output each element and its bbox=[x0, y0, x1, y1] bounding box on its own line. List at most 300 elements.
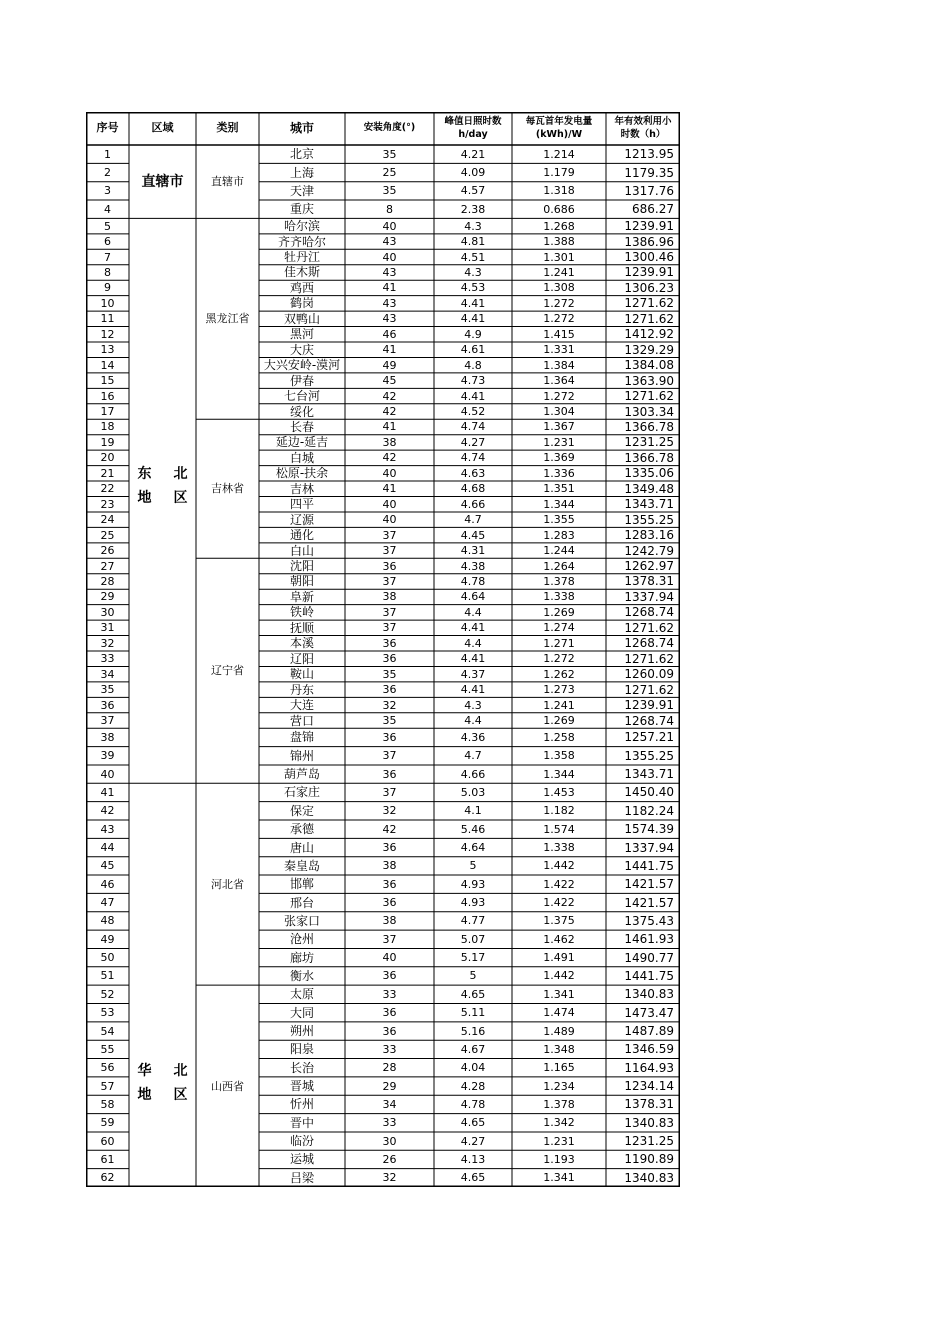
cell-peak: 4.41 bbox=[460, 683, 486, 697]
cell-peak: 5.07 bbox=[460, 932, 486, 946]
cell-city: 承德 bbox=[289, 822, 314, 837]
cell-eff: 1386.96 bbox=[624, 234, 674, 249]
cell-eff: 1574.39 bbox=[624, 822, 674, 837]
cell-eff: 686.27 bbox=[632, 202, 674, 217]
cell-city: 延边-延吉 bbox=[275, 435, 329, 450]
cell-gen: 1.342 bbox=[543, 1116, 575, 1130]
cell-eff: 1260.09 bbox=[624, 667, 674, 682]
cell-peak: 4.64 bbox=[460, 590, 486, 604]
cell-angle: 32 bbox=[382, 1171, 397, 1185]
cell-eff: 1239.91 bbox=[624, 219, 674, 234]
cell-gen: 1.241 bbox=[543, 698, 575, 712]
cell-city: 晋城 bbox=[289, 1079, 314, 1094]
cell-seq: 6 bbox=[104, 235, 111, 249]
cell-seq: 49 bbox=[100, 932, 115, 946]
cell-eff: 1343.71 bbox=[624, 767, 674, 782]
cell-eff: 1441.75 bbox=[624, 858, 674, 873]
cell-peak: 4.41 bbox=[460, 296, 486, 310]
cell-gen: 1.344 bbox=[543, 767, 575, 781]
cell-gen: 1.214 bbox=[543, 147, 575, 161]
cell-seq: 60 bbox=[100, 1134, 115, 1148]
cell-seq: 17 bbox=[100, 405, 115, 419]
cell-city: 北京 bbox=[289, 147, 314, 162]
cell-seq: 55 bbox=[100, 1042, 115, 1056]
cell-eff: 1234.14 bbox=[624, 1079, 674, 1094]
region-cell bbox=[129, 783, 196, 1187]
cell-city: 丹东 bbox=[289, 682, 314, 697]
cell-city: 阳泉 bbox=[289, 1042, 314, 1057]
cell-seq: 40 bbox=[100, 767, 115, 781]
cell-city: 朔州 bbox=[289, 1024, 314, 1039]
category-cell: 黑龙江省 bbox=[205, 312, 250, 326]
cell-gen: 1.415 bbox=[543, 327, 575, 341]
cell-eff: 1239.91 bbox=[624, 265, 674, 280]
region-label-char: 地 bbox=[137, 489, 152, 506]
cell-angle: 38 bbox=[382, 914, 397, 928]
cell-peak: 4.45 bbox=[460, 528, 486, 542]
cell-seq: 39 bbox=[100, 749, 115, 763]
cell-eff: 1268.74 bbox=[624, 636, 674, 651]
cell-eff: 1268.74 bbox=[624, 605, 674, 620]
cell-gen: 1.262 bbox=[543, 667, 575, 681]
cell-seq: 46 bbox=[100, 877, 115, 891]
cell-gen: 1.165 bbox=[543, 1061, 575, 1075]
cell-gen: 1.358 bbox=[543, 749, 575, 763]
header-region: 区域 bbox=[151, 121, 174, 135]
cell-city: 大同 bbox=[289, 1005, 314, 1020]
cell-gen: 1.442 bbox=[543, 859, 575, 873]
region-label-char: 地 bbox=[137, 1087, 152, 1104]
cell-city: 邯郸 bbox=[289, 877, 314, 892]
header-angle: 安装角度(°) bbox=[363, 122, 416, 134]
cell-peak: 4.9 bbox=[464, 327, 482, 341]
cell-angle: 43 bbox=[382, 296, 397, 310]
cell-eff: 1271.62 bbox=[624, 389, 674, 404]
cell-angle: 40 bbox=[382, 466, 397, 480]
cell-city: 朝阳 bbox=[289, 574, 314, 589]
cell-city: 绥化 bbox=[289, 404, 314, 419]
cell-seq: 43 bbox=[100, 822, 115, 836]
cell-city: 辽源 bbox=[289, 512, 314, 527]
cell-peak: 4.74 bbox=[460, 420, 486, 434]
pv-data-table bbox=[86, 112, 680, 1187]
header-city: 城市 bbox=[289, 121, 314, 136]
cell-seq: 44 bbox=[100, 841, 115, 855]
cell-eff: 1378.31 bbox=[624, 1097, 674, 1112]
cell-city: 吕梁 bbox=[289, 1170, 314, 1185]
cell-peak: 4.09 bbox=[460, 166, 486, 180]
cell-gen: 1.331 bbox=[543, 343, 575, 357]
cell-city: 张家口 bbox=[283, 913, 320, 928]
cell-angle: 37 bbox=[382, 605, 397, 619]
cell-eff: 1164.93 bbox=[624, 1060, 674, 1075]
cell-peak: 4.21 bbox=[460, 147, 486, 161]
cell-angle: 32 bbox=[382, 804, 397, 818]
cell-angle: 36 bbox=[382, 841, 397, 855]
cell-angle: 28 bbox=[382, 1061, 397, 1075]
cell-peak: 4.81 bbox=[460, 235, 486, 249]
cell-seq: 18 bbox=[100, 420, 115, 434]
region-label-char: 北 bbox=[173, 465, 188, 482]
header-peak-hours-line2: h/day bbox=[458, 128, 488, 140]
cell-eff: 1231.25 bbox=[624, 435, 674, 450]
cell-gen: 1.341 bbox=[543, 987, 575, 1001]
cell-angle: 37 bbox=[382, 749, 397, 763]
cell-city: 白城 bbox=[289, 450, 314, 465]
cell-peak: 4.67 bbox=[460, 1042, 486, 1056]
cell-peak: 4.66 bbox=[460, 497, 486, 511]
cell-city: 抚顺 bbox=[289, 620, 314, 635]
region-label-char: 区 bbox=[173, 489, 188, 506]
cell-seq: 9 bbox=[104, 281, 111, 295]
cell-angle: 37 bbox=[382, 574, 397, 588]
cell-peak: 5.11 bbox=[460, 1006, 486, 1020]
cell-gen: 1.244 bbox=[543, 544, 575, 558]
cell-seq: 37 bbox=[100, 714, 115, 728]
cell-angle: 25 bbox=[382, 166, 397, 180]
cell-peak: 4.3 bbox=[464, 219, 482, 233]
cell-gen: 1.364 bbox=[543, 374, 575, 388]
cell-peak: 4.28 bbox=[460, 1079, 486, 1093]
cell-peak: 4.41 bbox=[460, 312, 486, 326]
cell-city: 葫芦岛 bbox=[283, 767, 320, 782]
cell-angle: 42 bbox=[382, 451, 397, 465]
cell-angle: 49 bbox=[382, 358, 397, 372]
cell-eff: 1268.74 bbox=[624, 713, 674, 728]
region-cell bbox=[129, 145, 196, 218]
cell-seq: 2 bbox=[104, 166, 111, 180]
cell-peak: 4.52 bbox=[460, 405, 486, 419]
cell-gen: 1.318 bbox=[543, 184, 575, 198]
cell-seq: 54 bbox=[100, 1024, 115, 1038]
cell-seq: 57 bbox=[100, 1079, 115, 1093]
cell-eff: 1378.31 bbox=[624, 574, 674, 589]
cell-seq: 19 bbox=[100, 435, 115, 449]
cell-angle: 40 bbox=[382, 497, 397, 511]
cell-eff: 1384.08 bbox=[624, 358, 674, 373]
header-effective-hours-line2: 时数（h） bbox=[620, 128, 666, 140]
cell-gen: 1.241 bbox=[543, 265, 575, 279]
cell-angle: 35 bbox=[382, 667, 397, 681]
cell-city: 长治 bbox=[289, 1060, 314, 1075]
cell-eff: 1271.62 bbox=[624, 620, 674, 635]
cell-angle: 37 bbox=[382, 785, 397, 799]
region-label: 直辖市 bbox=[141, 173, 184, 190]
cell-city: 上海 bbox=[289, 165, 314, 180]
cell-angle: 36 bbox=[382, 896, 397, 910]
cell-seq: 35 bbox=[100, 683, 115, 697]
cell-eff: 1421.57 bbox=[624, 895, 674, 910]
cell-angle: 36 bbox=[382, 559, 397, 573]
cell-seq: 29 bbox=[100, 590, 115, 604]
category-cell: 辽宁省 bbox=[211, 664, 244, 678]
cell-city: 本溪 bbox=[289, 636, 314, 651]
cell-gen: 1.375 bbox=[543, 914, 575, 928]
cell-gen: 1.234 bbox=[543, 1079, 575, 1093]
category-cell: 山西省 bbox=[211, 1079, 244, 1093]
cell-city: 唐山 bbox=[289, 840, 314, 855]
cell-city: 沈阳 bbox=[289, 559, 314, 574]
cell-eff: 1239.91 bbox=[624, 698, 674, 713]
cell-city: 松原-扶余 bbox=[275, 466, 329, 481]
cell-peak: 4.64 bbox=[460, 841, 486, 855]
cell-gen: 1.273 bbox=[543, 683, 575, 697]
cell-angle: 33 bbox=[382, 1042, 397, 1056]
cell-eff: 1271.62 bbox=[624, 682, 674, 697]
cell-peak: 5.16 bbox=[460, 1024, 486, 1038]
cell-gen: 1.283 bbox=[543, 528, 575, 542]
cell-eff: 1271.62 bbox=[624, 296, 674, 311]
cell-peak: 4.78 bbox=[460, 574, 486, 588]
cell-peak: 4.4 bbox=[464, 605, 482, 619]
cell-seq: 31 bbox=[100, 621, 115, 635]
cell-angle: 36 bbox=[382, 652, 397, 666]
cell-gen: 1.348 bbox=[543, 1042, 575, 1056]
cell-seq: 62 bbox=[100, 1171, 115, 1185]
cell-peak: 4.13 bbox=[460, 1152, 486, 1166]
cell-gen: 1.231 bbox=[543, 1134, 575, 1148]
cell-eff: 1349.48 bbox=[624, 481, 674, 496]
cell-city: 邢台 bbox=[289, 895, 314, 910]
cell-seq: 41 bbox=[100, 785, 115, 799]
cell-angle: 42 bbox=[382, 405, 397, 419]
cell-eff: 1355.25 bbox=[624, 512, 674, 527]
category-cell: 河北省 bbox=[211, 877, 244, 891]
cell-seq: 53 bbox=[100, 1006, 115, 1020]
cell-eff: 1412.92 bbox=[624, 327, 674, 342]
cell-city: 鞍山 bbox=[289, 667, 314, 682]
cell-eff: 1340.83 bbox=[624, 987, 674, 1002]
cell-peak: 4.36 bbox=[460, 730, 486, 744]
cell-seq: 24 bbox=[100, 513, 115, 527]
cell-eff: 1450.40 bbox=[624, 785, 674, 800]
header-seq: 序号 bbox=[96, 121, 119, 135]
cell-seq: 12 bbox=[100, 327, 115, 341]
cell-city: 七台河 bbox=[283, 389, 320, 404]
header-effective-hours-line1: 年有效利用小 bbox=[614, 115, 672, 127]
cell-gen: 1.179 bbox=[543, 166, 575, 180]
cell-city: 鹤岗 bbox=[289, 296, 314, 311]
cell-seq: 36 bbox=[100, 698, 115, 712]
cell-seq: 8 bbox=[104, 265, 111, 279]
cell-city: 大兴安岭-漠河 bbox=[263, 358, 341, 373]
cell-angle: 37 bbox=[382, 932, 397, 946]
cell-peak: 5.03 bbox=[460, 785, 486, 799]
region-cell bbox=[129, 218, 196, 783]
cell-peak: 4.68 bbox=[460, 482, 486, 496]
cell-city: 石家庄 bbox=[283, 785, 320, 800]
cell-angle: 37 bbox=[382, 544, 397, 558]
cell-peak: 4.51 bbox=[460, 250, 486, 264]
cell-eff: 1335.06 bbox=[624, 466, 674, 481]
cell-city: 天津 bbox=[289, 183, 314, 198]
cell-city: 大庆 bbox=[289, 342, 314, 357]
cell-angle: 36 bbox=[382, 1024, 397, 1038]
cell-peak: 4.41 bbox=[460, 389, 486, 403]
region-label-char: 区 bbox=[173, 1087, 188, 1104]
cell-eff: 1306.23 bbox=[624, 280, 674, 295]
cell-city: 伊春 bbox=[289, 373, 314, 388]
cell-seq: 42 bbox=[100, 804, 115, 818]
cell-angle: 36 bbox=[382, 877, 397, 891]
cell-angle: 35 bbox=[382, 714, 397, 728]
cell-seq: 34 bbox=[100, 667, 115, 681]
cell-gen: 1.182 bbox=[543, 804, 575, 818]
cell-gen: 1.341 bbox=[543, 1171, 575, 1185]
cell-peak: 4.63 bbox=[460, 466, 486, 480]
cell-seq: 61 bbox=[100, 1152, 115, 1166]
cell-seq: 25 bbox=[100, 528, 115, 542]
header-generation bbox=[512, 112, 606, 145]
cell-eff: 1317.76 bbox=[624, 183, 674, 198]
cell-eff: 1303.34 bbox=[624, 404, 674, 419]
cell-gen: 1.269 bbox=[543, 714, 575, 728]
cell-city: 鸡西 bbox=[289, 280, 314, 295]
cell-seq: 4 bbox=[104, 202, 111, 216]
cell-gen: 1.574 bbox=[543, 822, 575, 836]
cell-angle: 38 bbox=[382, 435, 397, 449]
cell-gen: 1.388 bbox=[543, 235, 575, 249]
cell-gen: 1.491 bbox=[543, 951, 575, 965]
cell-eff: 1257.21 bbox=[624, 730, 674, 745]
cell-eff: 1366.78 bbox=[624, 419, 674, 434]
cell-gen: 1.355 bbox=[543, 513, 575, 527]
cell-peak: 4.74 bbox=[460, 451, 486, 465]
cell-angle: 29 bbox=[382, 1079, 397, 1093]
cell-eff: 1461.93 bbox=[624, 932, 674, 947]
cell-angle: 43 bbox=[382, 312, 397, 326]
cell-city: 吉林 bbox=[289, 481, 314, 496]
cell-peak: 4.65 bbox=[460, 1171, 486, 1185]
cell-gen: 1.258 bbox=[543, 730, 575, 744]
region-label bbox=[138, 467, 188, 505]
cell-seq: 33 bbox=[100, 652, 115, 666]
header-category: 类别 bbox=[216, 121, 239, 135]
cell-peak: 4.73 bbox=[460, 374, 486, 388]
cell-gen: 1.308 bbox=[543, 281, 575, 295]
cell-eff: 1363.90 bbox=[624, 373, 674, 388]
cell-gen: 1.272 bbox=[543, 652, 575, 666]
cell-angle: 35 bbox=[382, 184, 397, 198]
cell-eff: 1490.77 bbox=[624, 950, 674, 965]
cell-peak: 4.53 bbox=[460, 281, 486, 295]
cell-seq: 20 bbox=[100, 451, 115, 465]
cell-gen: 1.338 bbox=[543, 590, 575, 604]
cell-peak: 4.7 bbox=[464, 749, 482, 763]
cell-city: 双鸭山 bbox=[283, 311, 320, 326]
cell-peak: 4.38 bbox=[460, 559, 486, 573]
cell-eff: 1343.71 bbox=[624, 497, 674, 512]
cell-angle: 34 bbox=[382, 1097, 397, 1111]
cell-gen: 1.338 bbox=[543, 841, 575, 855]
cell-gen: 1.274 bbox=[543, 621, 575, 635]
cell-angle: 37 bbox=[382, 621, 397, 635]
cell-eff: 1271.62 bbox=[624, 311, 674, 326]
cell-peak: 4.66 bbox=[460, 767, 486, 781]
region-label bbox=[138, 1064, 188, 1102]
cell-peak: 5.17 bbox=[460, 951, 486, 965]
cell-gen: 0.686 bbox=[543, 202, 575, 216]
cell-eff: 1179.35 bbox=[624, 165, 674, 180]
region-label-char: 北 bbox=[173, 1063, 188, 1080]
cell-eff: 1355.25 bbox=[624, 748, 674, 763]
cell-eff: 1283.16 bbox=[624, 528, 674, 543]
cell-angle: 38 bbox=[382, 859, 397, 873]
cell-seq: 11 bbox=[100, 312, 115, 326]
cell-peak: 4.1 bbox=[464, 804, 482, 818]
cell-gen: 1.422 bbox=[543, 877, 575, 891]
cell-peak: 5 bbox=[469, 859, 477, 873]
cell-seq: 1 bbox=[104, 147, 111, 161]
cell-angle: 40 bbox=[382, 951, 397, 965]
cell-city: 佳木斯 bbox=[283, 265, 320, 280]
header-peak-hours bbox=[434, 112, 512, 145]
cell-city: 白山 bbox=[289, 543, 314, 558]
cell-angle: 43 bbox=[382, 265, 397, 279]
cell-angle: 36 bbox=[382, 767, 397, 781]
cell-eff: 1487.89 bbox=[624, 1024, 674, 1039]
cell-gen: 1.272 bbox=[543, 389, 575, 403]
cell-seq: 21 bbox=[100, 466, 115, 480]
cell-angle: 36 bbox=[382, 636, 397, 650]
cell-eff: 1262.97 bbox=[624, 559, 674, 574]
cell-gen: 1.268 bbox=[543, 219, 575, 233]
cell-angle: 32 bbox=[382, 698, 397, 712]
cell-peak: 4.4 bbox=[464, 714, 482, 728]
cell-city: 铁岭 bbox=[289, 605, 314, 620]
cell-city: 廊坊 bbox=[289, 950, 314, 965]
cell-city: 重庆 bbox=[289, 202, 314, 217]
cell-city: 齐齐哈尔 bbox=[277, 234, 326, 249]
cell-seq: 7 bbox=[104, 250, 111, 264]
cell-eff: 1182.24 bbox=[624, 803, 674, 818]
cell-city: 阜新 bbox=[289, 589, 314, 604]
cell-peak: 4.8 bbox=[464, 358, 482, 372]
cell-eff: 1190.89 bbox=[624, 1152, 674, 1167]
cell-gen: 1.272 bbox=[543, 296, 575, 310]
cell-city: 牡丹江 bbox=[283, 250, 320, 265]
cell-gen: 1.367 bbox=[543, 420, 575, 434]
cell-gen: 1.351 bbox=[543, 482, 575, 496]
cell-eff: 1337.94 bbox=[624, 840, 674, 855]
cell-gen: 1.231 bbox=[543, 435, 575, 449]
cell-gen: 1.378 bbox=[543, 1097, 575, 1111]
cell-city: 长春 bbox=[289, 419, 314, 434]
cell-city: 忻州 bbox=[289, 1097, 314, 1112]
cell-seq: 23 bbox=[100, 497, 115, 511]
cell-city: 营口 bbox=[289, 713, 314, 728]
cell-gen: 1.271 bbox=[543, 636, 575, 650]
cell-angle: 38 bbox=[382, 590, 397, 604]
cell-city: 临汾 bbox=[289, 1134, 314, 1149]
category-cell: 吉林省 bbox=[211, 482, 244, 496]
cell-angle: 26 bbox=[382, 1152, 397, 1166]
cell-seq: 14 bbox=[100, 358, 115, 372]
cell-peak: 4.78 bbox=[460, 1097, 486, 1111]
cell-seq: 51 bbox=[100, 969, 115, 983]
cell-peak: 4.7 bbox=[464, 513, 482, 527]
cell-gen: 1.474 bbox=[543, 1006, 575, 1020]
cell-seq: 38 bbox=[100, 730, 115, 744]
cell-angle: 36 bbox=[382, 969, 397, 983]
cell-angle: 45 bbox=[382, 374, 397, 388]
cell-city: 秦皇岛 bbox=[283, 858, 320, 873]
cell-peak: 4.41 bbox=[460, 621, 486, 635]
cell-city: 黑河 bbox=[289, 327, 314, 342]
cell-angle: 36 bbox=[382, 730, 397, 744]
cell-angle: 46 bbox=[382, 327, 397, 341]
cell-peak: 5 bbox=[469, 969, 477, 983]
